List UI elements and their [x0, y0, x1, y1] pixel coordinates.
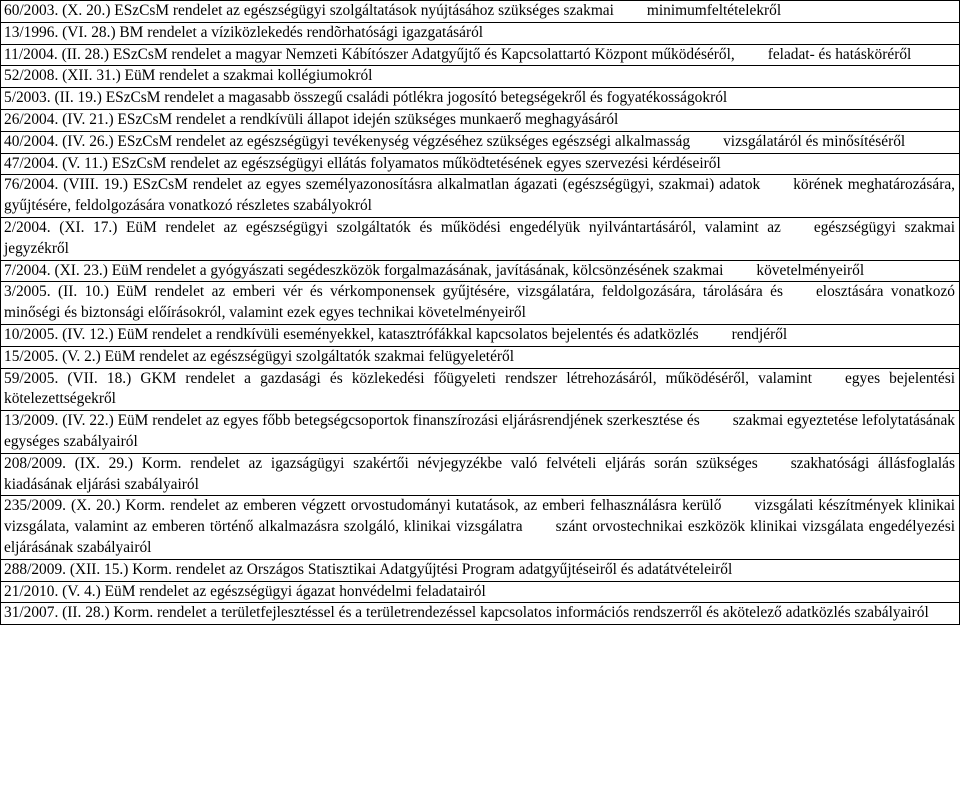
table-row: [1, 131, 960, 153]
regulation-cell: [1, 581, 960, 603]
regulation-cell: [1, 496, 960, 559]
table-row: [1, 282, 960, 325]
regulation-cell: [1, 559, 960, 581]
regulation-title-continuation: szakmai egyeztetése lefolytatásának egységes szabályairól: [4, 412, 955, 450]
table-row: [1, 1, 960, 23]
regulation-cell: [1, 1, 960, 23]
regulation-title-line: 5/2003. (II. 19.) ESzCsM rendelet a magasabb összegű családi pótlékra jogosító betegségekről és fogyatékosságokról: [4, 89, 728, 107]
regulation-cell: [1, 346, 960, 368]
regulation-title-continuation: egyes bejelentési kötelezettségekről: [4, 369, 955, 408]
regulation-cell: [1, 217, 960, 260]
regulation-title-line: 7/2004. (XI. 23.) EüM rendelet a gyógyászati segédeszközök forgalmazásának, javításának, kölcsönzésének szakmai: [4, 261, 724, 279]
table-row: [1, 346, 960, 368]
regulation-cell: [1, 368, 960, 411]
regulation-cell: [1, 260, 960, 282]
table-row: [1, 603, 960, 625]
regulation-title-continuation: feladat- és hatásköréről: [767, 45, 912, 63]
regulation-title-continuation: egészségügyi szakmai jegyzékről: [4, 218, 955, 257]
table-row: [1, 66, 960, 88]
regulation-cell: [1, 88, 960, 110]
regulation-title-continuation: követelményeiről: [756, 261, 865, 279]
regulation-cell: [1, 66, 960, 88]
regulation-title-line: 13/1996. (VI. 28.) BM rendelet a víziközlekedés rendõrhatósági igazgatásáról: [4, 23, 484, 41]
regulation-title-line: 60/2003. (X. 20.) ESzCsM rendelet az egészségügyi szolgáltatások nyújtásához szükséges szakmai: [4, 2, 614, 19]
regulation-title-continuation: vizsgálati készítmények klinikai vizsgálata, valamint az emberen történő alkalmazásra szolgáló, klinikai vizsgálatra: [4, 497, 955, 536]
regulation-title-continuation: elosztására vonatkozó minőségi és biztonsági előírásokról, valamint ezek egyes technikai követelményeiről: [4, 283, 955, 322]
regulation-title-line: 31/2007. (II. 28.) Korm. rendelet a területfejlesztéssel és a területrendezéssel kapcsolatos információs rendszerről és a: [4, 604, 730, 622]
table-row: [1, 260, 960, 282]
regulation-title-line: 10/2005. (IV. 12.) EüM rendelet a rendkívüli eseményekkel, katasztrófákkal kapcsolatos bejelentés és adatközlés: [4, 325, 699, 343]
regulation-cell: [1, 44, 960, 66]
regulation-cell: [1, 324, 960, 346]
table-row: [1, 217, 960, 260]
regulation-cell: [1, 109, 960, 131]
regulation-cell: [1, 153, 960, 175]
regulation-title-line: 21/2010. (V. 4.) EüM rendelet az egészségügyi ágazat honvédelmi feladatairól: [4, 582, 486, 600]
regulation-title-line: 11/2004. (II. 28.) ESzCsM rendelet a magyar Nemzeti Kábítószer Adatgyűjtő és Kapcsolattartó Központ működéséről,: [4, 45, 735, 63]
table-row: [1, 581, 960, 603]
regulation-title-line: 40/2004. (IV. 26.) ESzCsM rendelet az egészségügyi tevékenység végzéséhez szükséges egészségi alkalmasság: [4, 132, 691, 150]
regulation-title-continuation: szánt orvostechnikai eszközök klinikai vizsgálata engedélyezési eljárásának szabályairól: [4, 518, 955, 556]
table-row: [1, 109, 960, 131]
regulation-title-line: 288/2009. (XII. 15.) Korm. rendelet az Országos Statisztikai Adatgyűjtési Program adatgyűjtéseiről és adatátvételeiről: [4, 560, 733, 578]
table-row: [1, 88, 960, 110]
regulation-cell: [1, 131, 960, 153]
regulation-title-continuation: szakhatósági állásfoglalás kiadásának eljárási szabályairól: [4, 454, 955, 493]
regulation-title-continuation: rendjéről: [731, 325, 788, 343]
regulation-title-line: 3/2005. (II. 10.) EüM rendelet az emberi vér és vérkomponensek gyűjtésére, vizsgálatára, feldolgozására, tárolására és: [4, 283, 783, 301]
regulation-title-continuation: kötelező adatközlés szabályairól: [729, 604, 929, 622]
table-row: [1, 44, 960, 66]
regulations-table-body: [1, 1, 960, 625]
regulation-cell: [1, 603, 960, 625]
regulation-cell: [1, 282, 960, 325]
table-row: [1, 559, 960, 581]
regulation-title-line: 235/2009. (X. 20.) Korm. rendelet az emberen végzett orvostudományi kutatások, az emberi felhasználásra kerülő: [4, 497, 722, 515]
regulation-title-line: 47/2004. (V. 11.) ESzCsM rendelet az egészségügyi ellátás folyamatos működtetésének egyes szervezési kérdéseiről: [4, 154, 721, 172]
table-row: [1, 153, 960, 175]
table-row: [1, 453, 960, 496]
table-row: [1, 22, 960, 44]
regulation-title-line: 13/2009. (IV. 22.) EüM rendelet az egyes főbb betegségcsoportok finanszírozási eljárásrendjének szerkesztése és: [4, 412, 700, 430]
table-row: [1, 368, 960, 411]
table-row: [1, 324, 960, 346]
regulation-title-continuation: vizsgálatáról és minősítéséről: [723, 132, 906, 150]
regulation-cell: [1, 411, 960, 454]
regulation-cell: [1, 22, 960, 44]
regulation-cell: [1, 453, 960, 496]
regulation-title-line: 208/2009. (IX. 29.) Korm. rendelet az igazságügyi szakértői névjegyzékbe való felvételi eljárás során szükséges: [4, 454, 758, 472]
table-row: [1, 411, 960, 454]
regulation-cell: [1, 175, 960, 218]
regulation-title-line: 52/2008. (XII. 31.) EüM rendelet a szakmai kollégiumokról: [4, 67, 373, 85]
regulation-title-line: 26/2004. (IV. 21.) ESzCsM rendelet a rendkívüli állapot idején szükséges munkaerő meghagyásáról: [4, 110, 619, 128]
regulation-title-line: 2/2004. (XI. 17.) EüM rendelet az egészségügyi szolgáltatók és működési engedélyük nyilvántartásáról, valamint az: [4, 218, 781, 236]
regulation-title-continuation: körének meghatározására, gyűjtésére, feldolgozására vonatkozó részletes szabályokról: [4, 176, 956, 215]
regulation-title-line: 76/2004. (VIII. 19.) ESzCsM rendelet az egyes személyazonosításra alkalmatlan ágazati (egészségügyi, szakmai) adatok: [4, 176, 761, 194]
regulation-title-line: 59/2005. (VII. 18.) GKM rendelet a gazdasági és közlekedési főügyeleti rendszer létrehozásáról, működéséről, valamint: [4, 369, 813, 387]
table-row: [1, 175, 960, 218]
table-row: [1, 496, 960, 559]
regulation-title-continuation: minimumfeltételekről: [646, 2, 782, 19]
regulation-title-line: 15/2005. (V. 2.) EüM rendelet az egészségügyi szolgáltatók szakmai felügyeletéről: [4, 347, 515, 365]
